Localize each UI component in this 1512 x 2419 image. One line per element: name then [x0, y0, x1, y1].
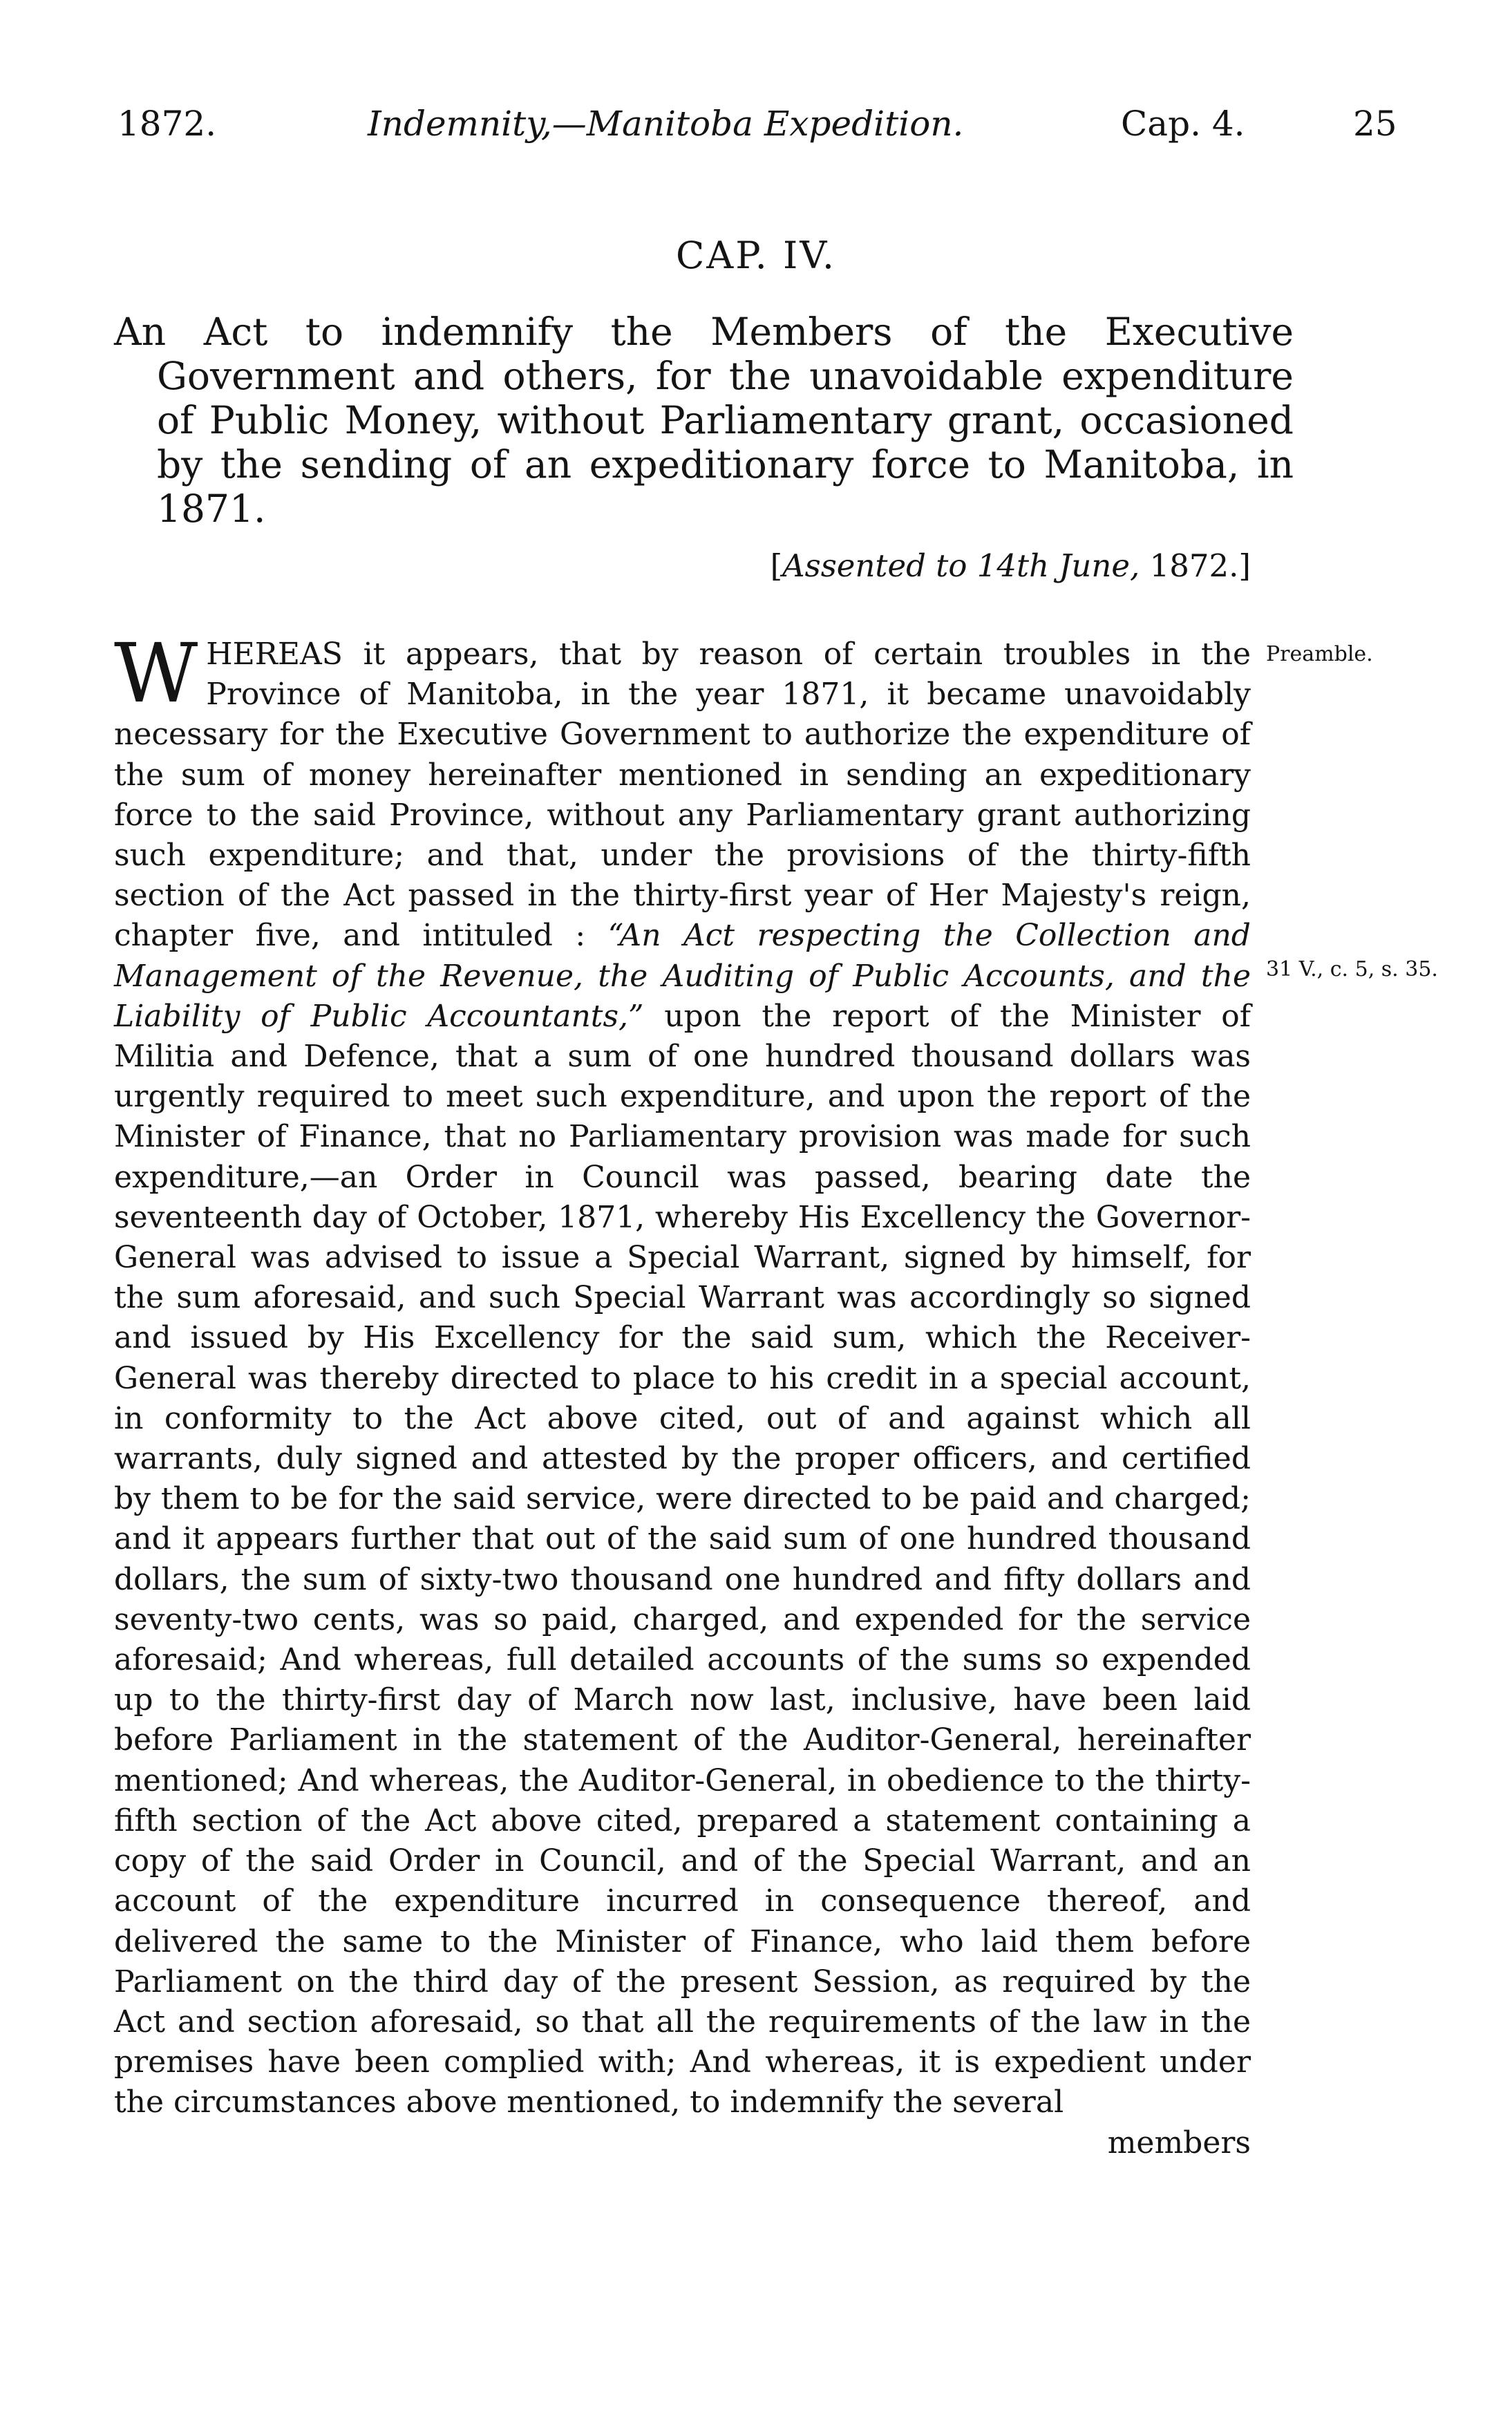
header-chapter: Cap. 4.: [1121, 104, 1245, 144]
preamble-part-2: upon the report of the Minister of Militia and Defence, that a sum of one hundred thousand dollars was urgently required to meet such expenditure, and upon the report of the Minister of Finance, that no Parliamentary provision was made for such expenditure,—an Order in Council was passed, bearing date the seventeenth day of October, 1871, whereby His Excellency the Governor-General was advised to issue a Special Warrant, signed by himself, for the sum aforesaid, and such Special Warrant was accordingly so signed and issued by His Excellency for the said sum, which the Receiver-General was thereby directed to place to his credit in a special account, in conformity to the Act above cited, out of and against which all warrants, duly signed and attested by the proper officers, and certified by them to be for the said service, were directed to be paid and charged; and it appears further that out of the said sum of one hundred thousand dollars, the sum of sixty-two thousand one hundred and fifty dollars and seventy-two cents, was so paid, charged, and expended for the service aforesaid; And whereas, full detailed accounts of the sums so expended up to the thirty-first day of March now last, inclusive, have been laid before Parliament in the statement of the Auditor-General, hereinafter mentioned; And whereas, the Auditor-General, in obedience to the thirty-fifth section of the Act above cited, prepared a statement containing a copy of the said Order in Council, and of the Special Warrant, and an account of the expenditure incurred in consequence thereof, and delivered the same to the Minister of Finance, who laid them before Parliament on the third day of the present Session, as required by the Act and section aforesaid, so that all the requirements of the law in the premises have been complied with; And whereas, it is expedient under the circumstances above mentioned, to indemnify the several: [114, 998, 1251, 2120]
assent-line: [114, 547, 1251, 584]
act-long-title: An Act to indemnify the Members of the Executive Government and others, for the unavoidable expenditure of Public Money, without Parliamentary grant, occasioned by the sending of an expeditionary force to Manitoba, in 1871.: [114, 310, 1294, 531]
catchword: members: [1107, 2125, 1251, 2161]
marginal-note-reference: 31 V., c. 5, s. 35.: [1266, 957, 1438, 981]
preamble-text: [114, 625, 1251, 2163]
assent-date: Assented to 14th June,: [782, 547, 1140, 584]
assent-year: 1872.]: [1149, 547, 1251, 584]
page-number: 25: [1353, 104, 1397, 144]
cited-act-title: “An Act respecting the Collection and Management of the Revenue, the Auditing of Public Accounts, and the Liability of Public Accountants,”: [114, 918, 1251, 1034]
drop-cap: W: [114, 625, 198, 721]
preamble-part-1: HEREAS it appears, that by reason of certain troubles in the Province of Manitoba, in the year 1871, it became unavoidably necessary for the Executive Government to authorize the expenditure of the sum of money hereinafter mentioned in sending an expeditionary force to the said Province, without any Parliamentary grant authorizing such expenditure; and that, under the provisions of the thirty-fifth section of the Act passed in the thirty-first year of Her Majesty's reign, chapter five, and intituled :: [114, 637, 1251, 954]
assent-bracket: [: [770, 547, 783, 584]
running-header: [0, 104, 1512, 152]
chapter-heading: CAP. IV.: [675, 234, 837, 277]
marginal-note-preamble: Preamble.: [1266, 642, 1373, 666]
header-title: Indemnity,—Manitoba Expedition.: [368, 104, 964, 144]
header-year: 1872.: [117, 104, 217, 144]
